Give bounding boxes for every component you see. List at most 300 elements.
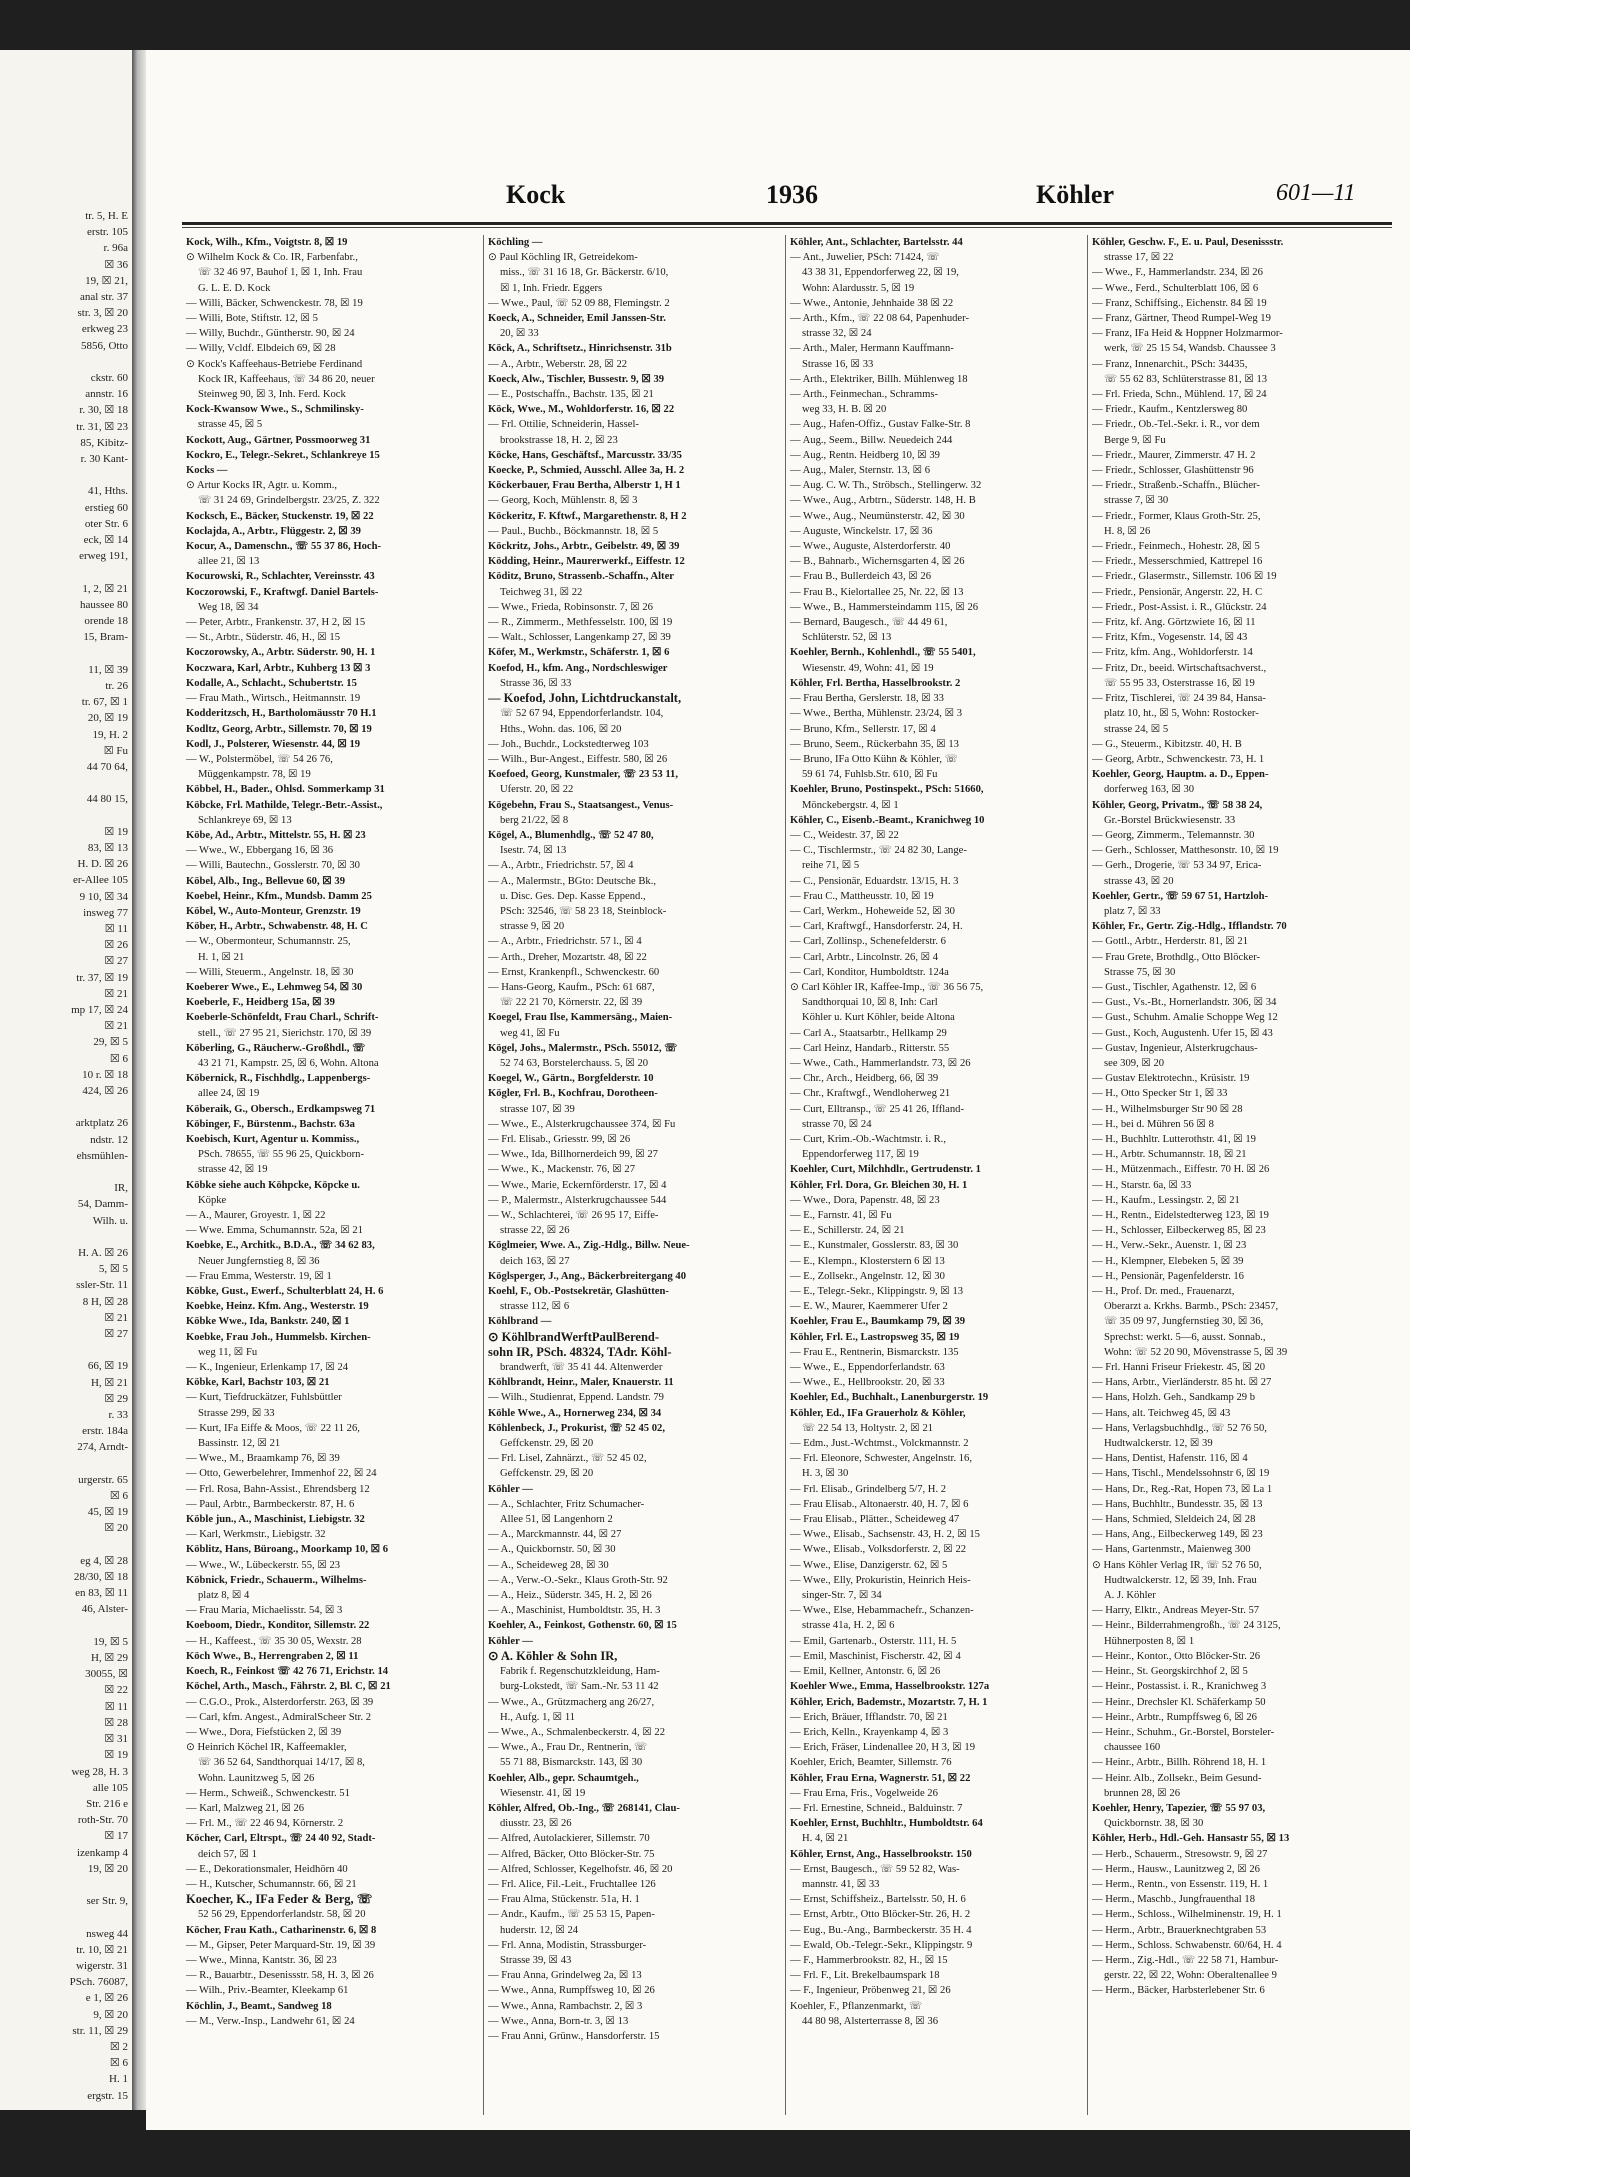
left-fragment-line: 54, Damm- — [77, 1198, 128, 1211]
left-fragment-line: Wilh. u. — [92, 1214, 128, 1227]
header-rule — [182, 222, 1392, 225]
directory-entry: — Wwe., Paul, ☏ 52 09 88, Flemingstr. 2 — [488, 297, 670, 309]
directory-entry: Koehler, Bruno, Postinspekt., PSch: 51660, — [790, 784, 984, 796]
left-fragment-line: ☒ 21 — [104, 987, 128, 1000]
left-fragment-line: ☒ 19 — [104, 1749, 128, 1762]
directory-entry: — E. W., Maurer, Kaemmerer Ufer 2 — [790, 1301, 948, 1313]
directory-entry: Köble jun., A., Maschinist, Liebigstr. 32 — [186, 1514, 365, 1526]
directory-columns — [182, 235, 1392, 2115]
directory-entry: — Wwe., A., Grützmacherg ang 26/27, — [488, 1696, 655, 1708]
directory-entry: Koehler, A., Feinkost, Gothenstr. 60, ☒ 15 — [488, 1620, 677, 1632]
directory-entry: — Wwe., A., Frau Dr., Rentnerin, ☏ — [488, 1742, 648, 1754]
left-fragment-line: r. 30, ☒ 18 — [79, 404, 128, 417]
directory-entry: — Herm., Schweiß., Schwenckestr. 51 — [186, 1787, 350, 1799]
left-fragment-line: 19, H. 2 — [92, 728, 128, 741]
directory-entry: Kodalle, A., Schlacht., Schubertstr. 15 — [186, 677, 357, 689]
directory-entry: strasse 42, ☒ 19 — [198, 1164, 268, 1176]
directory-entry: — Herb., Schauerm., Stresowstr. 9, ☒ 27 — [1092, 1848, 1268, 1860]
directory-entry: — Joh., Buchdr., Lockstedterweg 103 — [488, 738, 649, 750]
directory-entry: — Wwe., W., Lübeckerstr. 55, ☒ 23 — [186, 1559, 341, 1571]
directory-entry: — Fritz, kfm. Ang., Wohldorferstr. 14 — [1092, 647, 1253, 659]
directory-entry: Sprechst: werkt. 5—6, ausst. Sonnab., — [1104, 1331, 1266, 1343]
directory-entry: Koehler, Gertr., ☏ 59 67 51, Hartzloh- — [1092, 890, 1269, 902]
left-fragment-line: H. 1 — [109, 2073, 128, 2086]
directory-entry: Köhler, Erich, Bademstr., Mozartstr. 7, H. 1 — [790, 1696, 988, 1708]
left-fragment-line: 44 80 15, — [86, 793, 128, 806]
directory-entry: — W., Obermonteur, Schumannstr. 25, — [186, 936, 351, 948]
left-fragment-line: erstr. 184a — [82, 1425, 128, 1438]
directory-entry: Kock-Kwansow Wwe., S., Schmilinsky- — [186, 404, 364, 416]
directory-entry: — Hans, Holzh. Geh., Sandkamp 29 b — [1092, 1392, 1256, 1404]
left-fragment-line: erstieg 60 — [84, 501, 128, 514]
directory-entry: Strasse 16, ☒ 33 — [802, 358, 874, 370]
directory-entry: — Harry, Elktr., Andreas Meyer-Str. 57 — [1092, 1605, 1260, 1617]
directory-entry: strasse 32, ☒ 24 — [802, 328, 872, 340]
directory-entry: Köbnick, Friedr., Schauerm., Wilhelms- — [186, 1574, 367, 1586]
directory-entry: Wiesenstr. 49, Wohn: 41, ☒ 19 — [802, 662, 934, 674]
left-fragment-line: tr. 5, H. E — [85, 210, 128, 222]
directory-entry: Köchlin, J., Beamt., Sandweg 18 — [186, 2000, 332, 2012]
directory-entry: ☏ 55 95 33, Osterstrasse 16, ☒ 19 — [1104, 677, 1255, 689]
directory-entry: — Gustav, Ingenieur, Alsterkrugchaus- — [1092, 1042, 1258, 1054]
directory-entry: — Frl. Anna, Modistin, Strassburger- — [488, 1939, 647, 1951]
column-1 — [182, 235, 484, 2115]
directory-entry: — Heinr., St. Georgskirchhof 2, ☒ 5 — [1092, 1666, 1248, 1678]
directory-entry: — E., Dekorationsmaler, Heidhörn 40 — [186, 1863, 348, 1875]
left-fragment-line: ☒ 6 — [109, 1052, 128, 1065]
directory-entry: — Gerh., Drogerie, ☏ 53 34 97, Erica- — [1092, 860, 1262, 872]
left-fragment-line: ☒ 36 — [104, 258, 128, 271]
directory-entry: — Frau Anna, Grindelweg 2a, ☒ 13 — [488, 1970, 642, 1982]
directory-entry: — Frau B., Bullerdeich 43, ☒ 26 — [790, 571, 932, 583]
directory-entry: — Willi, Bote, Stiftstr. 12, ☒ 5 — [186, 313, 318, 325]
directory-entry: — Frau Alma, Stückenstr. 51a, H. 1 — [488, 1894, 640, 1906]
directory-entry: — Wwe., Ida, Billhornerdeich 99, ☒ 27 — [488, 1149, 658, 1161]
directory-entry: Köbke, Gust., Ewerf., Schulterblatt 24, H. 6 — [186, 1286, 384, 1298]
left-fragment-line: ndstr. 12 — [90, 1133, 128, 1146]
directory-entry: — H., Rentn., Eidelstedterweg 123, ☒ 19 — [1092, 1210, 1269, 1221]
directory-entry: — W., Schlachterei, ☏ 26 95 17, Eiffe- — [488, 1210, 659, 1221]
directory-entry: brookstrasse 18, H. 2, ☒ 23 — [500, 434, 618, 446]
directory-entry: Wohn. Launitzweg 5, ☒ 26 — [198, 1772, 315, 1784]
directory-entry: — Carl, Zollinsp., Schenefelderstr. 6 — [790, 936, 946, 948]
directory-entry: — Frl. Lisel, Zahnärzt., ☏ 52 45 02, — [488, 1453, 647, 1465]
left-fragment-line: 46, Alster- — [81, 1603, 128, 1616]
directory-entry: — Frl. Frieda, Schn., Mühlend. 17, ☒ 24 — [1092, 389, 1267, 401]
directory-entry: — Wwe., E., Eppendorferlandstr. 63 — [790, 1362, 945, 1374]
directory-entry: 52 56 29, Eppendorferlandstr. 58, ☒ 20 — [198, 1909, 366, 1921]
directory-entry: — Carl, Kraftwgf., Hansdorferstr. 24, H. — [790, 921, 963, 933]
directory-entry: Köchel, Arth., Masch., Fährstr. 2, Bl. C, ☒ 21 — [186, 1681, 391, 1693]
directory-entry: — Andr., Kaufm., ☏ 25 53 15, Papen- — [488, 1909, 655, 1921]
directory-entry: — A., Schlachter, Fritz Schumacher- — [488, 1498, 645, 1510]
directory-entry: — Wwe., A., Schmalenbeckerstr. 4, ☒ 22 — [488, 1726, 665, 1738]
left-fragment-line: ☒ 26 — [104, 939, 128, 952]
directory-entry: — Frau B., Kielortallee 25, Nr. 22, ☒ 13 — [790, 586, 964, 598]
directory-entry: ☏ 22 54 13, Holtystr. 2, ☒ 21 — [802, 1422, 934, 1434]
directory-entry: — Aug., Hafen-Offiz., Gustav Falke-Str. 8 — [790, 419, 971, 431]
left-fragment-line: roth-Str. 70 — [77, 1814, 128, 1827]
directory-entry: — Bruno, IFa Otto Kühn & Köhler, ☏ — [790, 753, 958, 765]
left-fragment-line: ☒ 27 — [104, 1328, 128, 1341]
directory-entry: Köhler, Frau Erna, Wagnerstr. 51, ☒ 22 — [790, 1772, 971, 1784]
directory-entry: — Erich, Fräser, Lindenallee 20, H 3, ☒ 19 — [790, 1742, 975, 1754]
directory-entry: Geffckenstr. 29, ☒ 20 — [500, 1468, 594, 1480]
directory-entry: berg 21/22, ☒ 8 — [500, 814, 569, 826]
directory-entry: — Franz, Schiffsing., Eichenstr. 84 ☒ 19 — [1092, 297, 1267, 309]
directory-entry: strasse 43, ☒ 20 — [1104, 875, 1174, 887]
directory-entry: — Herm., Schloss. Schwabenstr. 60/64, H. 4 — [1092, 1939, 1282, 1951]
left-fragment-line: oter Str. 6 — [84, 517, 128, 530]
directory-entry: Köbel, Alb., Ing., Bellevue 60, ☒ 39 — [186, 875, 345, 887]
directory-entry: — Wwe., Anna, Born-tr. 3, ☒ 13 — [488, 2015, 629, 2027]
directory-entry: — G., Steuerm., Kibitzstr. 40, H. B — [1092, 738, 1242, 750]
left-fragment-line: ☒ 20 — [104, 1522, 128, 1535]
directory-entry: Strasse 39, ☒ 43 — [500, 1954, 572, 1966]
directory-entry: — Aug. C. W. Th., Ströbsch., Stellingerw. 32 — [790, 480, 982, 492]
directory-entry: Strasse 299, ☒ 33 — [198, 1407, 275, 1419]
directory-entry: — H., Kutscher, Schumannstr. 66, ☒ 21 — [186, 1878, 357, 1890]
directory-entry: Köhler, Geschw. F., E. u. Paul, Desenissstr. — [1092, 237, 1284, 248]
directory-entry: 43 38 31, Eppendorferweg 22, ☒ 19, — [802, 267, 959, 279]
directory-entry: — Wwe., F., Hammerlandstr. 234, ☒ 26 — [1092, 267, 1263, 279]
directory-entry: — Willi, Steuerm., Angelnstr. 18, ☒ 30 — [186, 966, 354, 978]
directory-entry: — H., Mützenmach., Eiffestr. 70 H. ☒ 26 — [1092, 1164, 1270, 1176]
left-fragment-line: ssler-Str. 11 — [76, 1279, 128, 1292]
directory-entry: Kodderitzsch, H., Bartholomäusstr 70 H.1 — [186, 708, 377, 720]
directory-entry: — Chr., Arch., Heidberg, 66, ☒ 39 — [790, 1073, 939, 1085]
directory-entry: — Carl, kfm. Angest., AdmiralScheer Str. 2 — [186, 1711, 372, 1723]
directory-entry: — M., Gipser, Peter Marquard-Str. 19, ☒ 39 — [186, 1939, 376, 1951]
directory-entry: H. 8, ☒ 26 — [1104, 525, 1151, 537]
left-fragment-line — [0, 645, 128, 661]
left-fragment-line — [0, 467, 128, 483]
directory-entry: — Paul., Buchb., Böckmannstr. 18, ☒ 5 — [488, 525, 659, 537]
directory-entry: PSch: 32546, ☏ 58 23 18, Steinblock- — [500, 905, 667, 917]
directory-entry: Köbke Wwe., Ida, Bankstr. 240, ☒ 1 — [186, 1316, 350, 1328]
directory-entry: — Ant., Juwelier, PSch: 71424, ☏ — [790, 252, 940, 264]
directory-entry: — Wwe., W., Ebbergang 16, ☒ 36 — [186, 845, 334, 857]
directory-entry: H., Aufg. 1, ☒ 11 — [500, 1711, 576, 1723]
directory-entry: — Alfred, Bäcker, Otto Blöcker-Str. 75 — [488, 1848, 655, 1860]
directory-entry: — M., Verw.-Insp., Landwehr 61, ☒ 24 — [186, 2015, 355, 2027]
directory-entry: — Peter, Arbtr., Frankenstr. 37, H 2, ☒ 15 — [186, 617, 366, 629]
directory-entry: Köhler, Frl. Dora, Gr. Bleichen 30, H. 1 — [790, 1179, 968, 1191]
left-fragment-line: izenkamp 4 — [76, 1846, 128, 1859]
directory-entry: Kockro, E., Telegr.-Sekret., Schlankreye 15 — [186, 449, 380, 461]
directory-entry: — Frau Elisab., Altonaerstr. 40, H. 7, ☒ 6 — [790, 1498, 969, 1510]
directory-entry: Köhler — — [488, 1483, 533, 1495]
directory-entry: — Kurt, Tiefdruckätzer, Fuhlsbüttler — [186, 1392, 342, 1404]
directory-entry: Köck, A., Schriftsetz., Hinrichsenstr. 31b — [488, 343, 672, 355]
directory-entry: — Gustav Elektrotechn., Krüsistr. 19 — [1092, 1073, 1250, 1085]
directory-entry: Köhler, Frl. E., Lastropsweg 35, ☒ 19 — [790, 1331, 960, 1343]
directory-entry: dorferweg 163, ☒ 30 — [1104, 784, 1195, 796]
directory-entry: — Eug., Bu.-Ang., Barmbeckerstr. 35 H. 4 — [790, 1924, 972, 1936]
left-fragment-line: ☒ 27 — [104, 955, 128, 968]
directory-entry: strasse 24, ☒ 5 — [1104, 723, 1169, 735]
directory-entry: — W., Polstermöbel, ☏ 54 26 76, — [186, 753, 333, 765]
directory-entry: Köber, H., Arbtr., Schwabenstr. 48, H. C — [186, 921, 368, 933]
directory-entry: 20, ☒ 33 — [500, 328, 539, 340]
left-fragment-line — [0, 1456, 128, 1472]
directory-entry: Koczorowsky, A., Arbtr. Süderstr. 90, H. 1 — [186, 647, 376, 659]
directory-entry: Koczwara, Karl, Arbtr., Kuhberg 13 ☒ 3 — [186, 662, 371, 674]
directory-entry: — Wilh., Studienrat, Eppend. Landstr. 79 — [488, 1392, 664, 1404]
directory-entry: — Emil, Kellner, Antonstr. 6, ☒ 26 — [790, 1666, 941, 1678]
directory-entry: Koehler, Ernst, Buchhltr., Humboldtstr. 64 — [790, 1818, 983, 1830]
directory-entry: — Paul, Arbtr., Barmbeckerstr. 87, H. 6 — [186, 1498, 355, 1510]
directory-entry: huderstr. 12, ☒ 24 — [500, 1924, 579, 1936]
left-fragment-line: ☒ 6 — [109, 1490, 128, 1503]
directory-entry: Koebke, Heinz. Kfm. Ang., Westerstr. 19 — [186, 1301, 369, 1313]
directory-entry: brandwerft, ☏ 35 41 44. Altenwerder — [500, 1362, 663, 1374]
directory-entry: — Herm., Zig.-Hdl., ☏ 22 58 71, Hambur- — [1092, 1954, 1279, 1966]
directory-entry: strasse 107, ☒ 39 — [500, 1103, 575, 1115]
right-margin — [1410, 0, 1600, 2177]
directory-entry: chaussee 160 — [1104, 1742, 1161, 1754]
directory-entry: — Friedr., Maurer, Zimmerstr. 47 H. 2 — [1092, 449, 1256, 461]
directory-entry: — Herm., Bäcker, Harbsterlebener Str. 6 — [1092, 1985, 1265, 1997]
directory-entry: — Willy, Vcldf. Elbdeich 69, ☒ 28 — [186, 343, 336, 355]
directory-entry: — Frl. Alice, Fil.-Leit., Fruchtallee 126 — [488, 1878, 656, 1890]
directory-entry: gerstr. 22, ☒ 22, Wohn: Oberaltenallee 9 — [1104, 1970, 1277, 1982]
directory-entry: — A., Arbtr., Friedrichstr. 57 l., ☒ 4 — [488, 936, 642, 948]
directory-entry: — Arth., Elektriker, Billh. Mühlenweg 18 — [790, 373, 968, 385]
directory-entry: Gr.-Borstel Brückwiesenstr. 33 — [1104, 814, 1236, 826]
directory-entry: — Kurt, IFa Eiffe & Moos, ☏ 22 11 26, — [186, 1422, 360, 1434]
column-2 — [484, 235, 786, 2115]
directory-entry: — E., Farnstr. 41, ☒ Fu — [790, 1210, 892, 1221]
directory-entry: — Carl, Werkm., Hoheweide 52, ☒ 30 — [790, 905, 955, 917]
directory-entry: — Hans, Arbtr., Vierländerstr. 85 ht. ☒ 27 — [1092, 1377, 1272, 1389]
directory-entry: brunnen 28, ☒ 26 — [1104, 1787, 1180, 1799]
left-fragment-line: 44 70 64, — [86, 760, 128, 773]
directory-entry: strasse 41a, H. 2, ☒ 6 — [802, 1620, 895, 1632]
directory-entry: werk, ☏ 25 15 54, Wandsb. Chaussee 3 — [1104, 343, 1276, 355]
directory-entry: Köbke siehe auch Köhpcke, Köpcke u. — [186, 1179, 360, 1191]
directory-entry: — Wwe., Elly, Prokuristin, Heinrich Heis- — [790, 1574, 971, 1586]
directory-entry: — Franz, IFa Heid & Hoppner Holzmarmor- — [1092, 328, 1283, 340]
left-fragment-line: urgerstr. 65 — [78, 1473, 128, 1486]
directory-entry: — Frl. Ernestine, Schneid., Balduinstr. 7 — [790, 1802, 963, 1814]
left-fragment-line: 19, ☒ 20 — [87, 1862, 128, 1875]
left-fragment-line: ckstr. 60 — [90, 372, 128, 385]
directory-entry: — Fritz, Kfm., Vogesenstr. 14, ☒ 43 — [1092, 632, 1248, 644]
directory-entry: — Arth., Kfm., ☏ 22 08 64, Papenhuder- — [790, 313, 969, 325]
directory-entry: Quickbornstr. 38, ☒ 30 — [1104, 1818, 1204, 1830]
left-fragment-line: eg 4, ☒ 28 — [80, 1554, 128, 1567]
directory-entry: — Frl. Hanni Friseur Friekestr. 45, ☒ 20 — [1092, 1362, 1266, 1374]
directory-entry: — St., Arbtr., Süderstr. 46, H., ☒ 15 — [186, 632, 340, 644]
directory-entry: — Wwe., Aug., Arbtrn., Süderstr. 148, H. B — [790, 495, 976, 507]
directory-entry: Köglmeier, Wwe. A., Zig.-Hdlg., Billw. Neue- — [488, 1240, 690, 1252]
directory-entry: Köckerbauer, Frau Bertha, Alberstr 1, H 1 — [488, 480, 681, 492]
directory-entry: — Friedr., Pensionär, Angerstr. 22, H. C — [1092, 586, 1263, 598]
left-fragment-line — [0, 1537, 128, 1553]
directory-entry: — Alfred, Autolackierer, Sillemstr. 70 — [488, 1833, 650, 1845]
directory-entry: see 309, ☒ 20 — [1104, 1057, 1165, 1069]
left-fragment-line: ehsmühlen- — [76, 1149, 128, 1162]
directory-entry: — R., Zimmerm., Methfesselstr. 100, ☒ 19 — [488, 617, 673, 629]
column-4 — [1088, 235, 1390, 2115]
directory-entry: — C.G.O., Prok., Alsterdorferstr. 263, ☒ 39 — [186, 1696, 374, 1708]
directory-entry: — Wwe., M., Braamkamp 76, ☒ 39 — [186, 1453, 340, 1465]
directory-entry: — Hans, Buchhltr., Bundesstr. 35, ☒ 13 — [1092, 1498, 1263, 1510]
directory-entry: Wiesenstr. 41, ☒ 19 — [500, 1787, 586, 1799]
directory-entry: — Gerh., Schlosser, Matthesonstr. 10, ☒ 19 — [1092, 845, 1279, 857]
directory-entry: strasse 22, ☒ 26 — [500, 1225, 570, 1237]
directory-entry: — Wwe., Anna, Rambachstr. 2, ☒ 3 — [488, 2000, 643, 2012]
directory-entry: Köhler, Frl. Bertha, Hasselbrookstr. 2 — [790, 677, 961, 689]
left-fragment-line: str. 11, ☒ 29 — [72, 2024, 128, 2037]
left-fragment-line: H. A. ☒ 26 — [78, 1247, 128, 1259]
directory-entry: Koehler Wwe., Emma, Hasselbrookstr. 127a — [790, 1681, 990, 1693]
directory-entry: diusstr. 23, ☒ 26 — [500, 1818, 572, 1830]
directory-entry: Köcher, Carl, Eltrspt., ☏ 24 40 92, Stadt- — [186, 1833, 376, 1845]
directory-entry: Köbke, Karl, Bachstr 103, ☒ 21 — [186, 1377, 330, 1389]
directory-entry: — Wilh., Bur-Angest., Eiffestr. 580, ☒ 26 — [488, 753, 668, 765]
directory-entry: — Hans, Dentist, Hafenstr. 116, ☒ 4 — [1092, 1453, 1248, 1465]
directory-entry: Wohn: ☏ 52 20 90, Mövenstrasse 5, ☒ 39 — [1104, 1346, 1288, 1358]
page-header — [166, 180, 1396, 220]
directory-entry: — Heinr., Arbtr., Billh. Röhrend 18, H. 1 — [1092, 1757, 1267, 1769]
left-fragment-line: tr. 31, ☒ 23 — [76, 420, 128, 433]
header-first-name: Kock — [506, 180, 566, 209]
directory-entry: — Frau Elisab., Plätter., Scheideweg 47 — [790, 1514, 960, 1526]
directory-entry: — Hans, Ang., Eilbeckerweg 149, ☒ 23 — [1092, 1529, 1263, 1541]
directory-entry: — Frl. Eleonore, Schwester, Angelnstr. 16, — [790, 1453, 972, 1465]
directory-entry: Koeberer Wwe., E., Lehmweg 54, ☒ 30 — [186, 981, 363, 993]
directory-entry: Köbe, Ad., Arbtr., Mittelstr. 55, H. ☒ 23 — [186, 829, 366, 841]
directory-entry: — Wwe., E., Hellbrookstr. 20, ☒ 33 — [790, 1377, 945, 1389]
directory-entry: weg 33, H. B. ☒ 20 — [802, 404, 887, 416]
directory-entry: Teichweg 31, ☒ 22 — [500, 586, 583, 598]
directory-entry: — A., Malermstr., BGto: Deutsche Bk., — [488, 875, 657, 887]
directory-entry: ☏ 35 09 97, Jungfernstieg 30, ☒ 36, — [1104, 1316, 1264, 1328]
directory-entry: — F., Hammerbrookstr. 82, H., ☒ 15 — [790, 1954, 948, 1966]
directory-entry: — C., Pensionär, Eduardstr. 13/15, H. 3 — [790, 875, 959, 887]
directory-entry: Strasse 36, ☒ 33 — [500, 677, 572, 689]
left-fragment-line: str. 3, ☒ 20 — [77, 307, 128, 320]
directory-entry: Koehler, Georg, Hauptm. a. D., Eppen- — [1092, 769, 1269, 781]
directory-entry: — Fritz, Tischlerei, ☏ 24 39 84, Hansa- — [1092, 693, 1266, 705]
directory-entry: — Wwe., Bertha, Mühlenstr. 23/24, ☒ 3 — [790, 708, 963, 720]
directory-entry: — Herm., Hausw., Launitzweg 2, ☒ 26 — [1092, 1863, 1260, 1875]
directory-entry: — Otto, Gewerbelehrer, Immenhof 22, ☒ 24 — [186, 1468, 377, 1480]
directory-entry: 55 71 88, Bismarckstr. 143, ☒ 30 — [500, 1757, 643, 1769]
left-fragment-line: r. 30 Kant- — [80, 453, 128, 466]
directory-entry: — Ernst, Baugesch., ☏ 59 52 82, Was- — [790, 1863, 960, 1875]
directory-entry: Schlankreye 69, ☒ 13 — [198, 814, 292, 826]
directory-entry: Kögler, Frl. B., Kochfrau, Dorotheen- — [488, 1088, 658, 1100]
directory-entry: — Frau C., Mattheusstr. 10, ☒ 19 — [790, 890, 934, 902]
left-fragment-line: 19, ☒ 21, — [85, 274, 128, 287]
directory-entry: — Wwe., Elisab., Sachsenstr. 43, H. 2, ☒ 15 — [790, 1529, 980, 1541]
directory-entry: Hudtwalckerstr. 12, ☒ 39 — [1104, 1438, 1213, 1450]
directory-entry: Köhlbrand — — [488, 1316, 552, 1328]
left-fragment-line: ☒ 17 — [104, 1830, 128, 1843]
left-fragment-line: ☒ Fu — [103, 744, 128, 757]
left-fragment-line: 66, ☒ 19 — [87, 1360, 128, 1373]
left-fragment-line: eck, ☒ 14 — [83, 534, 128, 547]
left-fragment-line: ☒ 11 — [104, 922, 128, 935]
directory-entry: — Aug., Maler, Sternstr. 13, ☒ 6 — [790, 465, 931, 477]
directory-entry: A. J. Köhler — [1104, 1590, 1156, 1602]
directory-entry: u. Disc. Ges. Dep. Kasse Eppend., — [500, 890, 646, 902]
directory-entry: Koebisch, Kurt, Agentur u. Kommiss., — [186, 1133, 360, 1145]
directory-entry: G. L. E. D. Kock — [198, 282, 271, 294]
left-fragment-line: alle 105 — [92, 1781, 128, 1794]
directory-entry: — A., Quickbornstr. 50, ☒ 30 — [488, 1544, 616, 1556]
directory-entry: — Herm., Maschb., Jungfrauenthal 18 — [1092, 1894, 1255, 1906]
directory-entry: — H., Schlosser, Eilbeckerweg 85, ☒ 23 — [1092, 1225, 1266, 1237]
directory-entry: — Erich, Kelln., Krayenkamp 4, ☒ 3 — [790, 1726, 949, 1738]
left-fragment-line: 8 H, ☒ 28 — [82, 1295, 128, 1308]
directory-entry: — Franz, Gärtner, Theod Rumpel-Weg 19 — [1092, 313, 1271, 325]
directory-entry: — H., Otto Specker Str 1, ☒ 33 — [1092, 1088, 1228, 1100]
directory-entry: strasse 17, ☒ 22 — [1104, 252, 1174, 264]
left-fragment-line: ergstr. 15 — [87, 2089, 128, 2102]
directory-entry: Schlüterstr. 52, ☒ 13 — [802, 632, 892, 644]
directory-entry: — Wwe., Antonie, Jehnhaide 38 ☒ 22 — [790, 297, 954, 309]
directory-entry: Hudtwalckerstr. 12, ☒ 39, Inh. Frau — [1104, 1574, 1257, 1586]
left-fragment-line: 41, Hths. — [87, 485, 128, 498]
left-fragment-line: 424, ☒ 26 — [82, 1084, 128, 1097]
directory-entry: — Friedr., Kaufm., Kentzlersweg 80 — [1092, 404, 1248, 416]
header-last-name: Köhler — [1036, 180, 1114, 209]
directory-entry: — Hans, Verlagsbuchhdlg., ☏ 52 76 50, — [1092, 1422, 1267, 1434]
left-fragment-line: ☒ 29 — [104, 1392, 128, 1405]
directory-entry: — Wilh., Priv.-Beamter, Kleekamp 61 — [186, 1985, 349, 1997]
directory-entry: Koehler, Ed., Buchhalt., Lanenburgerstr. 19 — [790, 1392, 989, 1404]
directory-entry: — Ernst, Schiffsheiz., Bartelsstr. 50, H. 6 — [790, 1894, 966, 1906]
directory-entry: Koebke, E., Architk., B.D.A., ☏ 34 62 83, — [186, 1240, 375, 1252]
directory-entry: — Erich, Bräuer, Ifflandstr. 70, ☒ 21 — [790, 1711, 948, 1723]
directory-entry: Köcher, Frau Kath., Catharinenstr. 6, ☒ 8 — [186, 1924, 377, 1936]
column-3 — [786, 235, 1088, 2115]
left-fragment-line — [0, 564, 128, 580]
directory-entry: — Frau Emma, Westerstr. 19, ☒ 1 — [186, 1270, 332, 1282]
directory-entry: — Frl. M., ☏ 22 46 94, Körnerstr. 2 — [186, 1818, 344, 1830]
directory-entry: Steinweg 90, ☒ 3, Inh. Ferd. Kock — [198, 389, 346, 401]
left-fragment-line — [0, 1164, 128, 1180]
left-fragment-line: 83, ☒ 13 — [87, 841, 128, 854]
directory-entry: Uferstr. 20, ☒ 22 — [500, 784, 574, 796]
directory-entry: — Fritz, kf. Ang. Görtzwiete 16, ☒ 11 — [1092, 617, 1256, 629]
left-fragment-line: H, ☒ 21 — [90, 1376, 128, 1389]
directory-entry: Koehl, F., Ob.-Postsekretär, Glashütten- — [488, 1286, 669, 1298]
directory-entry: Kodltz, Georg, Arbtr., Sillemstr. 70, ☒ 19 — [186, 723, 372, 735]
directory-entry: — Frau Maria, Michaelisstr. 54, ☒ 3 — [186, 1605, 343, 1617]
directory-entry: H. 3, ☒ 30 — [802, 1468, 849, 1480]
directory-entry: Oberarzt a. Krkhs. Barmb., PSch: 23457, — [1104, 1301, 1279, 1313]
left-fragment-line: r. 96a — [103, 242, 128, 255]
directory-entry: Köhler u. Kurt Köhler, beide Altona — [802, 1012, 955, 1024]
left-fragment-line: ☒ 6 — [109, 2057, 128, 2070]
directory-entry: Koecher, K., IFa Feder & Berg, ☏ — [186, 1892, 373, 1907]
left-fragment-line: Str. 216 e — [86, 1797, 128, 1810]
left-fragment-line — [0, 1618, 128, 1634]
directory-entry: — Franz, Innenarchit., PSch: 34435, — [1092, 358, 1248, 370]
directory-entry: — Willi, Bautechn., Gosslerstr. 70, ☒ 30 — [186, 860, 360, 872]
directory-entry: Müggenkampstr. 78, ☒ 19 — [198, 769, 311, 781]
directory-entry: — H., Kaufm., Lessingstr. 2, ☒ 21 — [1092, 1194, 1240, 1206]
directory-entry: — Wwe., Auguste, Alsterdorferstr. 40 — [790, 541, 951, 553]
directory-entry: Mönckebergstr. 4, ☒ 1 — [802, 799, 899, 811]
directory-entry: — Friedr., Messerschmied, Kattrepel 16 — [1092, 556, 1263, 568]
left-fragment-line: r. 33 — [108, 1409, 128, 1422]
